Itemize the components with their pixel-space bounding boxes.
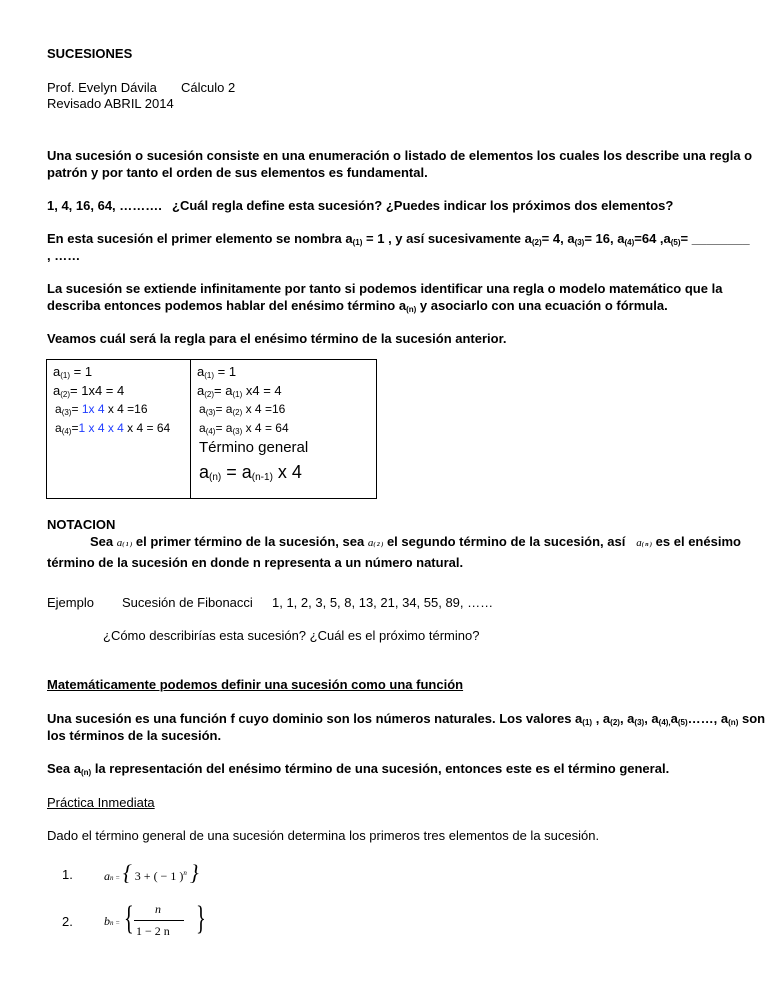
table-divider [190,360,191,498]
right-row-2: $a_{(2)}= a_{(1)}$ x4 = 4 [197,383,282,399]
practice-item-2-fraction-bar [134,920,184,921]
example-question: ¿Cómo describirías esta sucesión? ¿Cuál es el próximo término? [103,628,480,643]
intro-line-2: patrón y por tanto el orden de sus elementos es fundamental. [47,165,428,180]
practice-item-2-right-brace: } [196,900,206,937]
example-name: Sucesión de Fibonacci [122,595,253,610]
page-title: SUCESIONES [47,46,133,61]
notation-heading: NOTACION [47,517,116,532]
general-term-label: Término general [199,439,309,456]
practice-item-2-left-brace: { [124,900,134,937]
infinite-line-2: describa entonces podemos hablar del enésimo término $a_{(n)}$ y asociarlo con una ecuación o fórmula. [47,298,668,314]
rule-heading: Veamos cuál será la regla para el enésimo término de la sucesión anterior. [47,331,507,346]
notation-line-2: término de la sucesión en donde n representa a un número natural. [47,555,464,570]
practice-item-2-numerator: n [155,902,161,916]
fibonacci-sequence: 1, 1, 2, 3, 5, 8, 13, 21, 34, 55, 89, …… [272,595,494,610]
left-row-2: $a_{(2)}= 1x4 = 4$ [53,383,125,399]
practice-item-2-number: 2. [62,914,73,929]
course: Cálculo 2 [181,80,236,95]
revised-date: Revisado ABRIL 2014 [47,96,174,111]
practice-item-1-number: 1. [62,867,73,882]
author: Prof. Evelyn Dávila [47,80,157,95]
function-heading: Matemáticamente podemos definir una sucesión como una función [47,677,464,692]
example-label: Ejemplo [47,595,94,610]
intro-line-1: Una sucesión o sucesión consiste en una enumeración o listado de elementos los cuales los describe una regla o [47,148,753,163]
practice-instruction: Dado el término general de una sucesión determina los primeros tres elementos de la sucesión. [47,828,600,843]
right-row-3: $a_{(3)}= a_{(2)}$ x 4 =16 [199,402,286,417]
practice-item-1-formula: an = { 3 + ( − 1 )$^n$ } [104,860,199,885]
left-row-1: $a_{(1)} = 1$ [53,364,93,380]
left-row-3: $a_{(3)}= 1x$ 4 x 4 =16 [55,402,148,417]
naming-line-2: , …… [47,248,81,263]
general-term-sentence: Sea $a_{(n)}$ la representación del enésimo término de una sucesión, entonces este es el término general. [47,761,670,777]
sequence-example: 1, 4, 16, 64, ………. [47,198,162,213]
naming-line: En esta sucesión el primer elemento se nombra $a_{(1)} = 1$ , y así sucesivamente $a_{(2)}= 4$, $a_{(3)}= 16$, $a_{(4)}=64$ $,a_{(5)}=$ ________ [47,231,750,247]
practice-item-2-var: bn = [104,914,120,928]
right-row-1: $a_{(1)} = 1$ [197,364,237,380]
practice-heading: Práctica Inmediata [47,795,155,810]
right-row-4: $a_{(4)}= a_{(3)}$ x 4 = 64 [199,421,289,436]
general-term-formula: $a_{(n)} = a_{(n-1)}$ x 4 [199,462,302,483]
question-rule: ¿Cuál regla define esta sucesión? ¿Puedes indicar los próximos dos elementos? [172,198,674,213]
infinite-line-1: La sucesión se extiende infinitamente por tanto si podemos identificar una regla o modelo matemático que la [47,281,723,296]
definition-line-1: Una sucesión es una función f cuyo dominio son los números naturales. Los valores $a_{(1)}$ , $a_{(2)}$, $a_{(3)}$, $a_{(4),}a_{(5)}\dots\dots$, $a_{(n)}$ son [47,711,766,727]
left-row-4: $a_{(4)}=1$ x 4 x 4 x 4 = 64 [55,421,171,436]
rule-table [46,359,377,499]
definition-line-2: los términos de la sucesión. [47,728,222,743]
notation-line-1: Sea a( 1 ) el primer término de la sucesión, sea a( 2 ) el segundo término de la sucesión, así a( n ) es el enésimo [90,534,741,549]
practice-item-2-denominator: 1 − 2 n [136,924,170,938]
